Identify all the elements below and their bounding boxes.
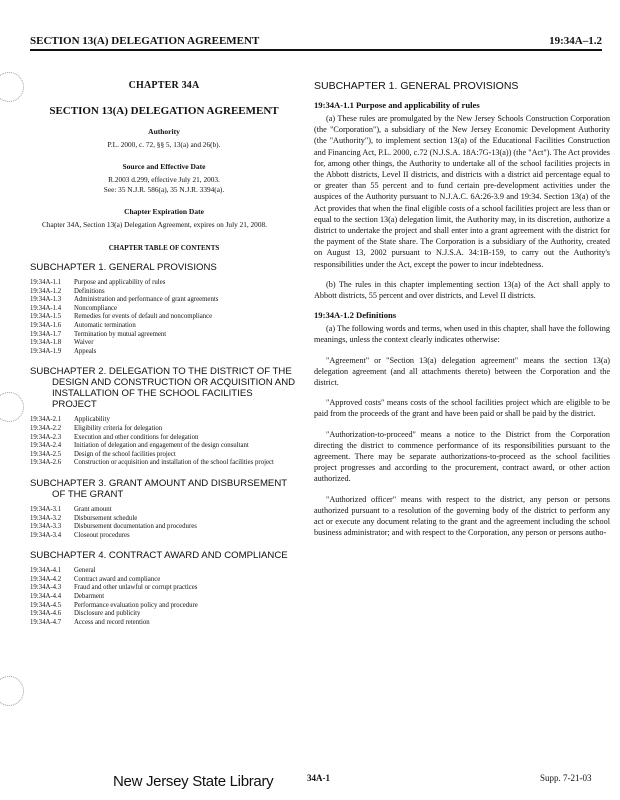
toc-entry[interactable] xyxy=(30,322,298,331)
definition-authorization-to-proceed: "Authorization-to-proceed" means a notice to the District from the Corporation directing the district to commence performance of its responsibilities pursuant to the agreement. There may be separate authorizations-to-proceed as the school facilities project progresses and according to the procurement, contract award, or other action authorized. xyxy=(314,429,610,484)
toc-entry-title: Remedies for events of default and noncompliance xyxy=(74,313,213,321)
toc-entry-title: Construction or acquisition and installation of the school facilities project xyxy=(74,459,274,467)
toc-entry-title: Applicability xyxy=(74,416,110,424)
toc-entry-number: 19:34A-1.1 xyxy=(30,279,62,286)
toc-entry-number: 19:34A-1.5 xyxy=(30,313,62,321)
supplement-date: Supp. 7-21-03 xyxy=(540,773,592,783)
header-section-number: 19:34A–1.2 xyxy=(549,35,602,47)
toc-entry[interactable] xyxy=(30,416,298,425)
toc-entry-number: 19:34A-2.4 xyxy=(30,442,62,450)
toc-entry-number: 19:34A-1.8 xyxy=(30,339,62,347)
toc-entry[interactable] xyxy=(30,331,298,340)
toc-entry-number: 19:34A-2.3 xyxy=(30,433,62,441)
page-number: 34A-1 xyxy=(307,773,330,783)
toc-entry-number: 19:34A-1.7 xyxy=(30,330,62,338)
authority-heading: Authority xyxy=(148,127,180,136)
toc-entry-number: 19:34A-2.6 xyxy=(30,459,62,467)
toc-entry[interactable] xyxy=(30,434,298,443)
toc-entry-title: Disbursement documentation and procedures xyxy=(74,523,197,531)
toc-entry-number: 19:34A-1.3 xyxy=(30,296,62,304)
toc-entry-number: 19:34A-1.9 xyxy=(30,347,62,355)
rule-1-2-paragraph-a: (a) The following words and terms, when used in this chapter, shall have the following meanings, unless the context clearly indicates otherwise: xyxy=(314,324,610,345)
toc-entry[interactable] xyxy=(30,619,298,628)
toc-subchapter-4-list xyxy=(30,567,298,627)
toc-subchapter-1-list xyxy=(30,279,298,356)
table-of-contents xyxy=(30,262,298,627)
punch-hole-top xyxy=(0,72,24,102)
toc-entry[interactable] xyxy=(30,567,298,576)
expiration-heading: Chapter Expiration Date xyxy=(124,207,204,216)
toc-entry-title: Fraud and other unlawful or corrupt practices xyxy=(74,584,198,592)
toc-entry[interactable] xyxy=(30,279,298,288)
toc-entry[interactable] xyxy=(30,523,298,532)
toc-entry[interactable] xyxy=(30,506,298,515)
toc-entry-number: 19:34A-1.2 xyxy=(30,287,62,295)
right-column xyxy=(314,80,610,548)
toc-entry[interactable] xyxy=(30,532,298,541)
toc-entry-title: Eligibility criteria for delegation xyxy=(74,424,163,432)
toc-entry[interactable] xyxy=(30,348,298,357)
punch-hole-middle xyxy=(0,392,24,422)
chapter-title: SECTION 13(A) DELEGATION AGREEMENT xyxy=(49,105,279,117)
toc-entry[interactable] xyxy=(30,584,298,593)
toc-entry-title: Design of the school facilities project xyxy=(74,450,176,458)
rule-1-1-paragraph-a: (a) These rules are promulgated by the New Jersey Schools Construction Corporation (the "Corporation"), a subsidiary of the New Jersey Economic Development Authority (the "Authority"), to implement section 13(a) of the Educational Facilities Construction and Financing Act, P.L. 2000, c.72 (N.J.S.A. 18A:7G-13(a)) (the "Act"). The Act provides for, among other things, the Authority to undertake all of the school facilities projects in the Abbott districts, Level II districts, and districts with a district aid percentage equal to or greater than 55 percent and to fund certain pre-development activities under the auspices of the Authority pursuant to N.J.A.C. 6A:26-3.9 and 19:34. Section 13(a) of the Act provides that when the final eligible costs of a school facilities project are less than or equal to the section 13(a) delegation limit, the Authority may, in its discretion, authorize a district to undertake the project and shall enter into a grant agreement with the district for the payment of the State share. The Corporation is a subsidiary of the Authority, created on August 13, 2002 pursuant to N.J.S.A. 34:1B-159, to carry out the Authority's responsibilities under the Act, except the power to incur indebtedness. xyxy=(314,114,610,269)
toc-entry[interactable] xyxy=(30,305,298,314)
toc-entry[interactable] xyxy=(30,442,298,451)
rule-1-1-heading: 19:34A-1.1 Purpose and applicability of rules xyxy=(314,100,480,110)
toc-entry[interactable] xyxy=(30,425,298,434)
toc-entry-title: General xyxy=(74,567,96,575)
toc-entry-number: 19:34A-2.1 xyxy=(30,416,62,424)
left-column xyxy=(30,80,298,637)
toc-subchapter-4-title: SUBCHAPTER 4. CONTRACT AWARD AND COMPLIANCE xyxy=(30,550,288,562)
toc-entry[interactable] xyxy=(30,339,298,348)
toc-subchapter-3-list xyxy=(30,506,298,540)
toc-title: CHAPTER TABLE OF CONTENTS xyxy=(108,244,220,252)
toc-entry-title: Initiation of delegation and engagement of the design consultant xyxy=(74,442,249,450)
source-heading: Source and Effective Date xyxy=(122,162,206,171)
toc-entry-title: Definitions xyxy=(74,287,105,295)
toc-entry-number: 19:34A-1.4 xyxy=(30,304,62,312)
toc-entry[interactable] xyxy=(30,451,298,460)
running-header xyxy=(30,27,602,51)
toc-entry[interactable] xyxy=(30,602,298,611)
toc-entry[interactable] xyxy=(30,459,298,468)
source-text-line-2: See: 35 N.J.R. 586(a), 35 N.J.R. 3394(a). xyxy=(103,185,225,194)
chapter-label: CHAPTER 34A xyxy=(128,80,200,91)
toc-subchapter-1-title: SUBCHAPTER 1. GENERAL PROVISIONS xyxy=(30,262,217,273)
toc-entry-title: Execution and other conditions for delegation xyxy=(74,433,199,441)
toc-entry[interactable] xyxy=(30,288,298,297)
toc-entry-title: Performance evaluation policy and procedure xyxy=(74,601,198,609)
definition-approved-costs: "Approved costs" means costs of the school facilities project which are eligible to be paid from the proceeds of the grant and have been paid or shall be paid by the district. xyxy=(314,398,610,419)
toc-entry-title: Contract award and compliance xyxy=(74,575,161,583)
toc-entry-title: Disbursement schedule xyxy=(74,514,138,522)
toc-entry-title: Debarment xyxy=(74,593,105,601)
toc-entry-number: 19:34A-4.2 xyxy=(30,575,62,583)
toc-entry-number: 19:34A-4.1 xyxy=(30,567,62,575)
toc-entry-title: Purpose and applicability of rules xyxy=(74,279,166,286)
toc-entry-title: Noncompliance xyxy=(74,304,118,312)
toc-entry-number: 19:34A-1.6 xyxy=(30,321,62,329)
toc-entry[interactable] xyxy=(30,576,298,585)
definition-agreement: "Agreement" or "Section 13(a) delegation agreement" means the section 13(a) delegation agreement (and all attachments thereto) between the Corporation and the district. xyxy=(314,355,610,388)
toc-entry-number: 19:34A-4.7 xyxy=(30,618,62,626)
punch-hole-bottom xyxy=(0,676,24,706)
toc-entry[interactable] xyxy=(30,313,298,322)
source-text-line-1: R.2003 d.299, effective July 21, 2003. xyxy=(108,175,220,184)
toc-entry-number: 19:34A-3.3 xyxy=(30,523,62,531)
toc-entry-title: Automatic termination xyxy=(74,321,136,329)
toc-entry-number: 19:34A-4.6 xyxy=(30,610,62,618)
expiration-text: Chapter 34A, Section 13(a) Delegation Agreement, expires on July 21, 2008. xyxy=(42,220,267,229)
toc-entry-title: Access and record retention xyxy=(74,618,150,626)
toc-entry-number: 19:34A-2.5 xyxy=(30,450,62,458)
toc-entry-number: 19:34A-3.2 xyxy=(30,514,62,522)
toc-entry-number: 19:34A-4.3 xyxy=(30,584,62,592)
toc-entry-number: 19:34A-3.4 xyxy=(30,531,62,539)
toc-entry-title: Administration and performance of grant agreements xyxy=(74,296,219,304)
toc-entry-title: Termination by mutual agreement xyxy=(74,330,167,338)
library-stamp: New Jersey State Library xyxy=(113,773,274,790)
toc-subchapter-2-list xyxy=(30,416,298,468)
toc-entry[interactable] xyxy=(30,296,298,305)
toc-entry[interactable] xyxy=(30,593,298,602)
definition-authorized-officer: "Authorized officer" means with respect to the district, any person or persons authorized pursuant to a resolution of the governing body of the district to perform any act or execute any document relating to the grant and the agreement including the school business administrator; and with respect to the Corporation, any person or persons autho- xyxy=(314,494,610,538)
authority-text: P.L. 2000, c. 72, §§ 5, 13(a) and 26(b). xyxy=(107,140,221,149)
toc-entry-title: Disclosure and publicity xyxy=(74,610,141,618)
toc-entry-number: 19:34A-2.2 xyxy=(30,424,62,432)
toc-entry-title: Grant amount xyxy=(74,505,112,513)
toc-entry[interactable] xyxy=(30,610,298,619)
header-title: SECTION 13(A) DELEGATION AGREEMENT xyxy=(30,35,260,47)
toc-entry-number: 19:34A-4.4 xyxy=(30,593,62,601)
toc-entry-number: 19:34A-3.1 xyxy=(30,505,62,513)
body-subchapter-title: SUBCHAPTER 1. GENERAL PROVISIONS xyxy=(314,80,519,92)
source-text xyxy=(30,175,298,195)
toc-subchapter-2-title: SUBCHAPTER 2. DELEGATION TO THE DISTRICT OF THE DESIGN AND CONSTRUCTION OR ACQUISITION AND INSTALLATION OF THE SCHOOL FACILITIES PROJECT xyxy=(30,366,296,411)
toc-entry-number: 19:34A-4.5 xyxy=(30,601,62,609)
toc-entry-title: Waiver xyxy=(74,339,94,347)
toc-entry-title: Appeals xyxy=(74,347,97,355)
rule-1-2-heading: 19:34A-1.2 Definitions xyxy=(314,310,397,321)
rule-1-1-paragraph-b: (b) The rules in this chapter implementing section 13(a) of the Act shall apply to Abbott districts, 55 percent and over districts, and Level II districts. xyxy=(314,279,610,301)
toc-entry[interactable] xyxy=(30,515,298,524)
toc-subchapter-3-title: SUBCHAPTER 3. GRANT AMOUNT AND DISBURSEMENT OF THE GRANT xyxy=(30,477,287,500)
toc-entry-title: Closeout procedures xyxy=(74,531,130,539)
